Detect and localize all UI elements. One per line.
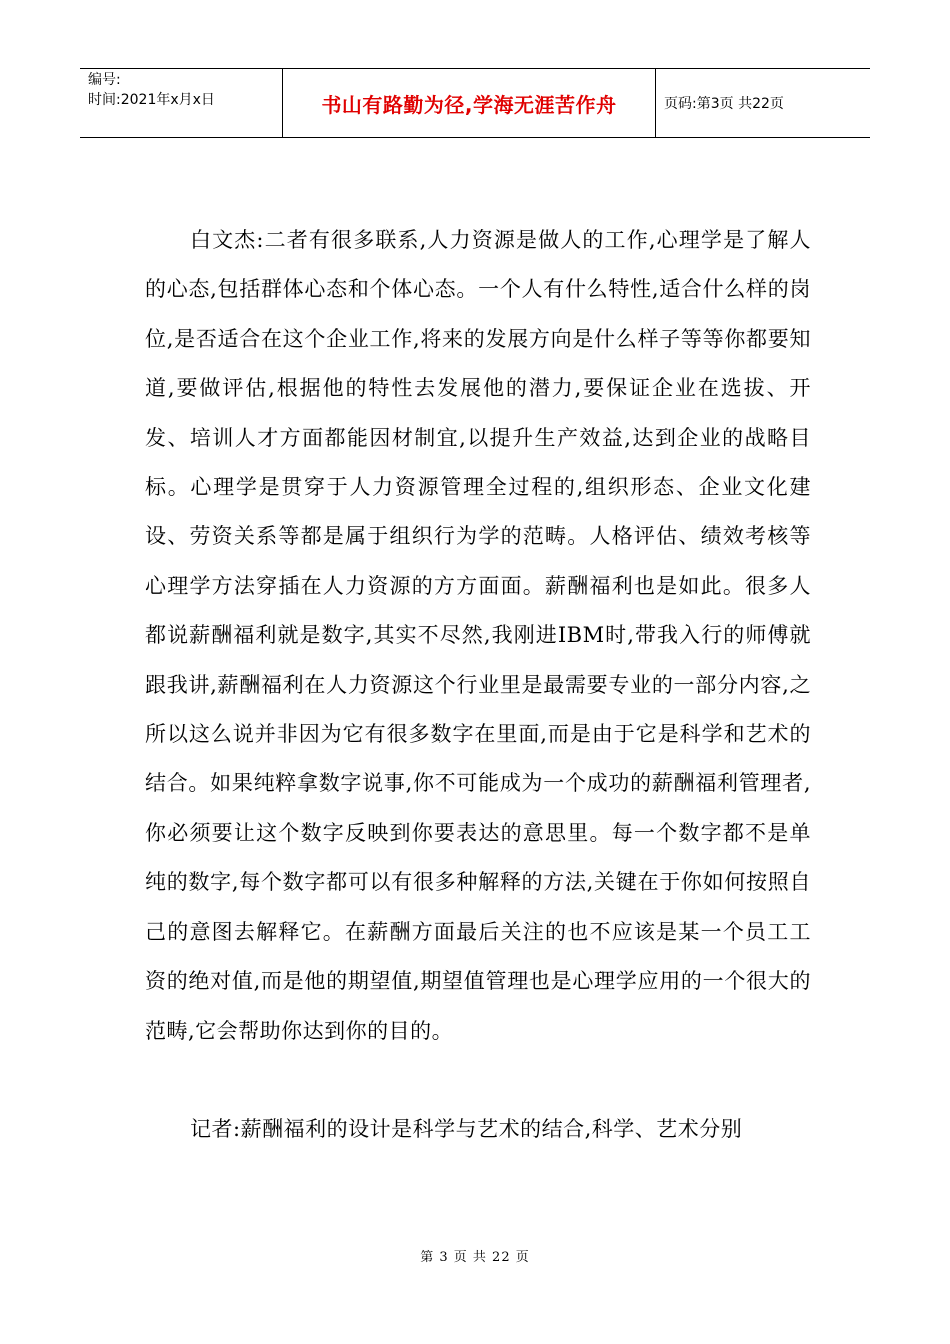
- time-label: 时间:2021年x月x日: [88, 92, 215, 108]
- header-motto: 书山有路勤为径,学海无涯苦作舟: [282, 69, 656, 137]
- header-meta: [80, 69, 282, 137]
- header-page-info: 页码:第3页 共22页: [664, 96, 784, 112]
- paragraph-question: 记者:薪酬福利的设计是科学与艺术的结合,科学、艺术分别: [190, 1116, 743, 1141]
- number-label: 编号:: [88, 72, 121, 88]
- paragraph-answer: 白文杰:二者有很多联系,人力资源是做人的工作,心理学是了解人的心态,包括群体心态和个体心态。一个人有什么特性,适合什么样的岗位,是否适合在这个企业工作,将来的发展方向是什么样子等等你都要知道,要做评估,根据他的特性去发展他的潜力,要保证企业在选拔、开发、培训人才方面都能因材制宜,以提升生产效益,达到企业的战略目标。心理学是贯穿于人力资源管理全过程的,组织形态、企业文化建设、劳资关系等都是属于组织行为学的范畴。人格评估、绩效考核等心理学方法穿插在人力资源的方方面面。薪酬福利也是如此。很多人都说薪酬福利就是数字,其实不尽然,我刚进IBM时,带我入行的师傅就跟我讲,薪酬福利在人力资源这个行业里是最需要专业的一部分内容,之所以这么说并非因为它有很多数字在里面,而是由于它是科学和艺术的结合。如果纯粹拿数字说事,你不可能成为一个成功的薪酬福利管理者,你必须要让这个数字反映到你要表达的意思里。每一个数字都不是单纯的数字,每个数字都可以有很多种解释的方法,关键在于你如何按照自己的意图去解释它。在薪酬方面最后关注的也不应该是某一个员工工资的绝对值,而是他的期望值,期望值管理也是心理学应用的一个很大的范畴,它会帮助你达到你的目的。: [145, 228, 811, 1043]
- page-footer: 第 3 页 共 22 页: [420, 1250, 530, 1265]
- document-body: [145, 216, 811, 1154]
- page-header: [80, 68, 870, 138]
